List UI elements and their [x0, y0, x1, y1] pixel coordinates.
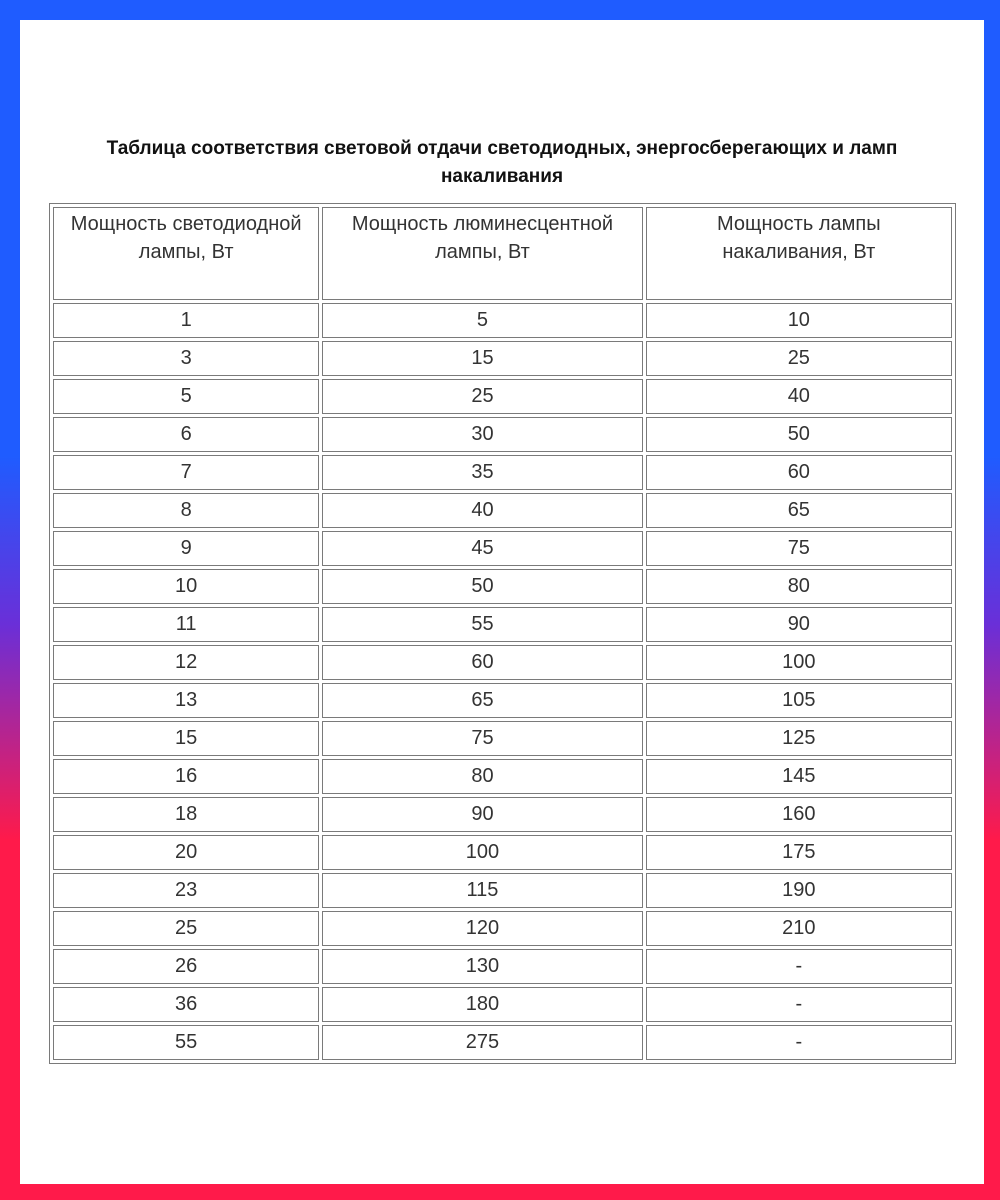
header-incandescent-text: Мощность лампы накаливания, Вт	[717, 213, 881, 263]
table-row	[53, 949, 952, 984]
table-cell: -	[646, 1025, 952, 1060]
table-cell: 105	[646, 683, 952, 718]
table-cell: 55	[53, 1025, 319, 1060]
table-cell: 25	[322, 379, 642, 414]
table-row	[53, 455, 952, 490]
table-cell: 40	[322, 493, 642, 528]
table-cell: 275	[322, 1025, 642, 1060]
table-cell: 9	[53, 531, 319, 566]
table-cell: 26	[53, 949, 319, 984]
table-cell: 25	[53, 911, 319, 946]
table-row	[53, 379, 952, 414]
table-cell: 90	[646, 607, 952, 642]
header-fluorescent-text: Мощность люминесцентной лампы, Вт	[351, 213, 614, 263]
table-cell: 210	[646, 911, 952, 946]
table-cell: 65	[646, 493, 952, 528]
table-row	[53, 873, 952, 908]
table-cell: 15	[322, 341, 642, 376]
table-header-row	[53, 207, 952, 300]
table-cell: 6	[53, 417, 319, 452]
table-cell: 25	[646, 341, 952, 376]
table-cell: -	[646, 949, 952, 984]
table-row	[53, 645, 952, 680]
table-row	[53, 417, 952, 452]
table-row	[53, 835, 952, 870]
table-cell: 90	[322, 797, 642, 832]
table-cell: 11	[53, 607, 319, 642]
table-cell: 80	[646, 569, 952, 604]
table-cell: 10	[53, 569, 319, 604]
table-cell: 10	[646, 303, 952, 338]
table-cell: 35	[322, 455, 642, 490]
table-row	[53, 987, 952, 1022]
table-row	[53, 569, 952, 604]
table-cell: 100	[322, 835, 642, 870]
table-cell: 120	[322, 911, 642, 946]
table-cell: 1	[53, 303, 319, 338]
table-cell: 60	[646, 455, 952, 490]
table-row	[53, 607, 952, 642]
table-cell: 115	[322, 873, 642, 908]
table-row	[53, 683, 952, 718]
table-cell: 190	[646, 873, 952, 908]
table-cell: 12	[53, 645, 319, 680]
table-cell: 50	[646, 417, 952, 452]
page-title: Таблица соответствия световой отдачи светодиодных, энергосберегающих и ламп накаливания	[106, 138, 898, 187]
table-cell: 8	[53, 493, 319, 528]
table-cell: 180	[322, 987, 642, 1022]
header-led	[53, 207, 319, 300]
table-cell: 40	[646, 379, 952, 414]
table-cell: 125	[646, 721, 952, 756]
table-cell: 75	[646, 531, 952, 566]
table-row	[53, 531, 952, 566]
table-row	[53, 1025, 952, 1060]
header-fluorescent	[322, 207, 642, 300]
table-cell: 18	[53, 797, 319, 832]
table-cell: 75	[322, 721, 642, 756]
table-row	[53, 493, 952, 528]
header-incandescent	[646, 207, 952, 300]
table-body	[53, 303, 952, 1060]
table-cell: 13	[53, 683, 319, 718]
table-row	[53, 341, 952, 376]
table-cell: 45	[322, 531, 642, 566]
header-led-text: Мощность светодиодной лампы, Вт	[70, 213, 302, 263]
table-row	[53, 797, 952, 832]
table-cell: 5	[53, 379, 319, 414]
table-cell: 20	[53, 835, 319, 870]
table-cell: 3	[53, 341, 319, 376]
table-row	[53, 303, 952, 338]
table-cell: 60	[322, 645, 642, 680]
power-comparison-table	[49, 203, 956, 1064]
table-cell: 7	[53, 455, 319, 490]
table-cell: 5	[322, 303, 642, 338]
table-cell: -	[646, 987, 952, 1022]
table-row	[53, 759, 952, 794]
content-card	[20, 20, 984, 1184]
table-cell: 160	[646, 797, 952, 832]
table-cell: 80	[322, 759, 642, 794]
table-cell: 23	[53, 873, 319, 908]
table-cell: 16	[53, 759, 319, 794]
table-cell: 65	[322, 683, 642, 718]
table-cell: 15	[53, 721, 319, 756]
table-cell: 50	[322, 569, 642, 604]
table-cell: 145	[646, 759, 952, 794]
table-row	[53, 911, 952, 946]
table-cell: 130	[322, 949, 642, 984]
table-cell: 30	[322, 417, 642, 452]
table-cell: 175	[646, 835, 952, 870]
table-cell: 100	[646, 645, 952, 680]
table-row	[53, 721, 952, 756]
table-cell: 55	[322, 607, 642, 642]
table-cell: 36	[53, 987, 319, 1022]
